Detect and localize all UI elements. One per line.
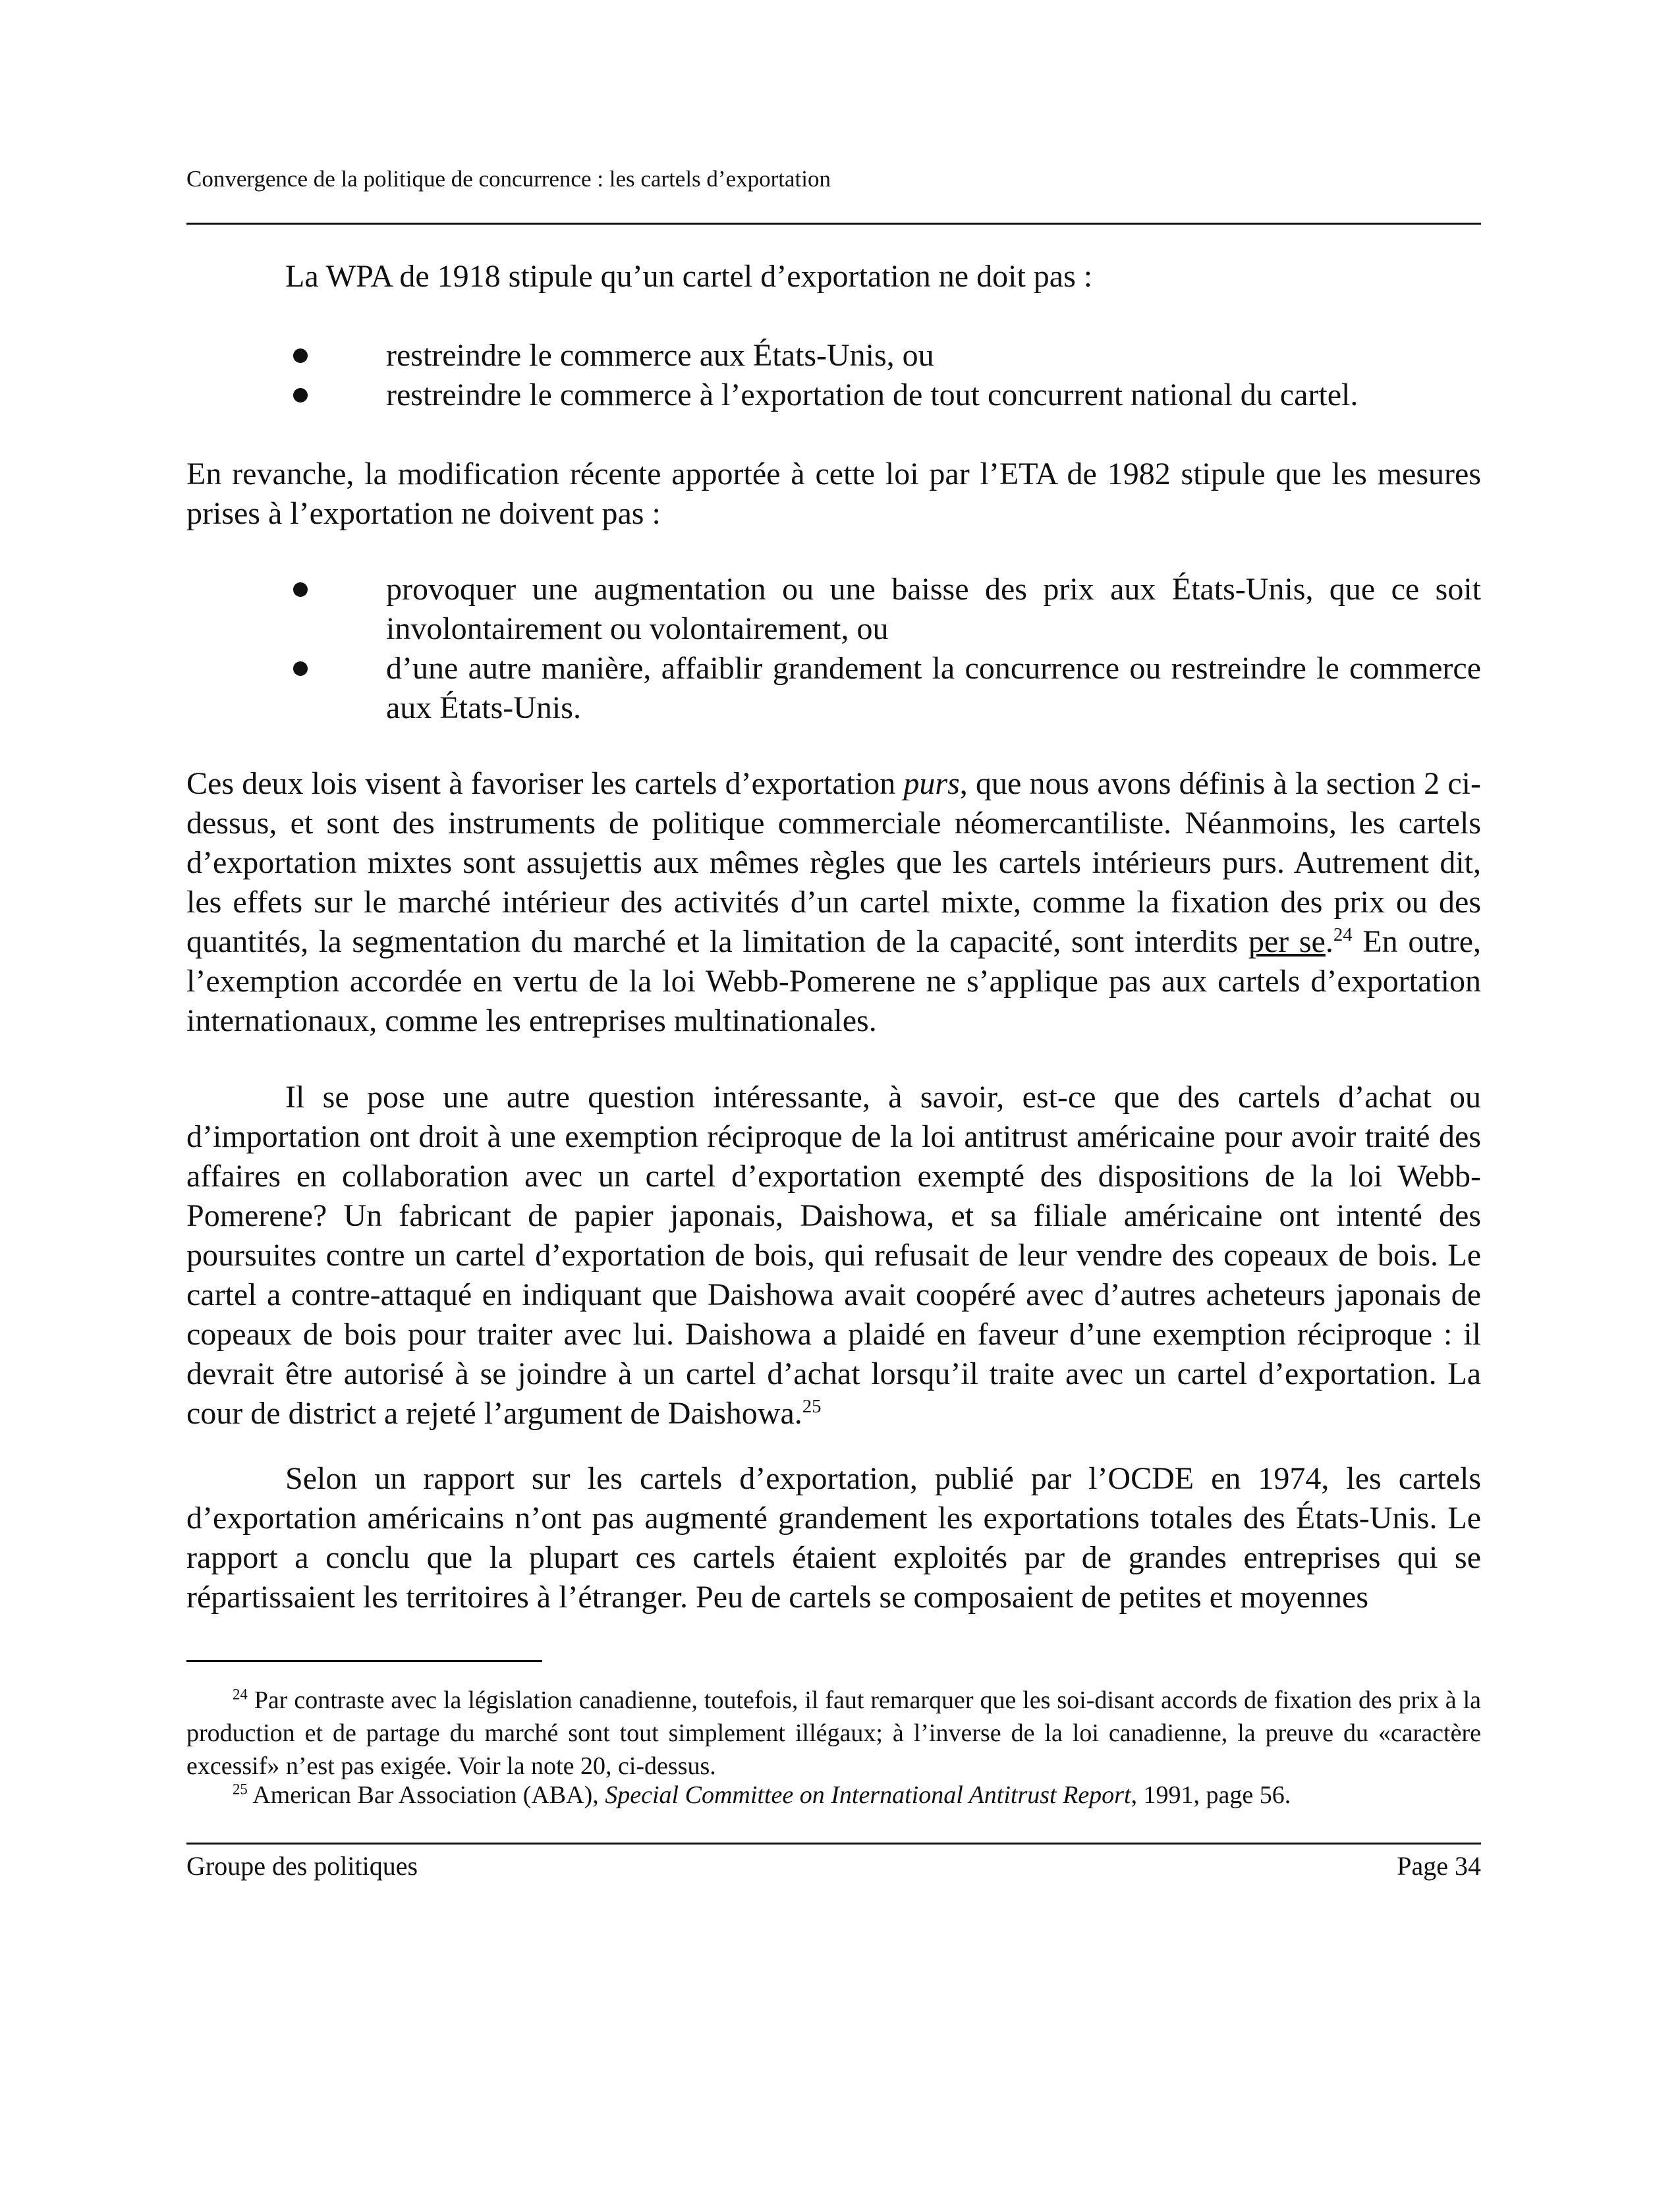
footnote-number: 25: [233, 1781, 248, 1798]
footnote-text: American Bar Association (ABA),: [247, 1781, 605, 1809]
footnote-text: Par contraste avec la législation canadienne, toutefois, il faut remarquer que les soi-disant accords de fixation des prix à la production et de partage du marché sont tout simplement illégaux; à l’inverse de la loi canadienne, la preuve du «caractère excessif» n’est pas exigée. Voir la note 20, ci-dessus.: [186, 1686, 1481, 1780]
paragraph-export-cartels: Ces deux lois visent à favoriser les cartels d’exportation purs, que nous avons définis à la section 2 ci-dessus, et sont des instruments de politique commerciale néomercantiliste. Néanmoins, les cartels d’exportation mixtes sont assujettis aux mêmes règles que les cartels intérieurs purs. Autrement dit, les effets sur le marché intérieur des activités d’un cartel mixte, comme la fixation des prix ou des quantités, la segmentation du marché et la limitation de la capacité, sont interdits per se.$^{24}$ En outre, l’exemption accordée en vertu de la loi Webb-Pomerene ne s’applique pas aux cartels d’exportation internationaux, comme les entreprises multinationales.: [186, 766, 1482, 1038]
list-item: [186, 570, 1481, 649]
list-item: [186, 375, 1481, 415]
text-segment: , que nous avons définis à la section 2 ci-dessus, et sont des instruments de politique commerciale néomercantiliste. Néanmoins, les cartels d’exportation mixtes sont assujettis aux mêmes règles que les cartels intérieurs purs. Autrement dit, les effets sur le marché intérieur des activités d’un cartel mixte, comme la fixation des prix ou des quantités, la segmentation du marché et la limitation de la capacité, sont interdits: [186, 766, 1481, 959]
bullet-icon: [293, 348, 308, 363]
footnote-report-title: Special Committee on International Antitrust Report: [605, 1781, 1131, 1809]
bullet-icon: [293, 582, 308, 597]
bullet-text: provoquer une augmentation ou une baisse des prix aux États-Unis, que ce soit involontairement ou volontairement, ou: [386, 572, 1481, 646]
emphasis-purs: purs: [903, 766, 960, 801]
list-item: [186, 336, 1481, 375]
footnote-number: 24: [233, 1686, 248, 1703]
header-rule: [186, 223, 1481, 225]
footnote-ref-24[interactable]: 24: [1333, 924, 1353, 945]
paragraph-ocde: [186, 1459, 1481, 1617]
footnote-ref-25[interactable]: 25: [802, 1396, 822, 1417]
text-segment: Selon un rapport sur les cartels d’exportation, publié par l’OCDE en 1974, les cartels d’exportation américains n’ont pas augmenté grandement les exportations totales des États-Unis. Le rapport a conclu que la plupart ces cartels étaient exploités par de grandes entreprises qui se répartissaient les territoires à l’étranger. Peu de cartels se composaient de petites et moyennes: [186, 1461, 1481, 1615]
footer-group-name: Groupe des politiques: [186, 1851, 418, 1881]
footer-rule: [186, 1843, 1481, 1845]
text-segment: Ces deux lois visent à favoriser les cartels d’exportation: [186, 766, 904, 801]
footnote-24: [186, 1684, 1481, 1783]
wpa-bullet-list: [186, 336, 1481, 415]
bullet-text: restreindre le commerce aux États-Unis, ou: [386, 338, 934, 373]
bullet-icon: [293, 388, 308, 403]
wpa-intro: La WPA de 1918 stipule qu’un cartel d’exportation ne doit pas :: [285, 259, 1093, 294]
list-item: [186, 649, 1481, 728]
eta-intro: En revanche, la modification récente apportée à cette loi par l’ETA de 1982 stipule que les mesures prises à l’exportation ne doivent pas :: [186, 457, 1481, 531]
footnote-25: [186, 1779, 1481, 1812]
paragraph-daishowa: [186, 1078, 1481, 1433]
page-number: Page 34: [1397, 1851, 1481, 1881]
per-se-term: per se: [1248, 924, 1326, 959]
footnote-text: , 1991, page 56.: [1131, 1781, 1291, 1809]
text-segment: En outre, l’exemption accordée en vertu de la loi Webb-Pomerene ne s’applique pas aux cartels d’exportation internationaux, comme les entreprises multinationales.: [186, 924, 1482, 1038]
bullet-text: d’une autre manière, affaiblir grandement la concurrence ou restreindre le commerce aux États-Unis.: [386, 651, 1481, 725]
text-segment: Il se pose une autre question intéressante, à savoir, est-ce que des cartels d’achat ou d’importation ont droit à une exemption réciproque de la loi antitrust américaine pour avoir traité des affaires en collaboration avec un cartel d’exportation exempté des dispositions de la loi Webb-Pomerene? Un fabricant de papier japonais, Daishowa, et sa filiale américaine ont intenté des poursuites contre un cartel d’exportation de bois, qui refusait de leur vendre des copeaux de bois. Le cartel a contre-attaqué en indiquant que Daishowa avait coopéré avec d’autres acheteurs japonais de copeaux de bois pour traiter avec lui. Daishowa a plaidé en faveur d’une exemption réciproque : il devrait être autorisé à se joindre à un cartel d’achat lorsqu’il traite avec un cartel d’exportation. La cour de district a rejeté l’argument de Daishowa.: [186, 1080, 1481, 1431]
footnote-separator: [186, 1660, 542, 1662]
running-header: Convergence de la politique de concurrence : les cartels d’exportation: [186, 166, 831, 192]
eta-bullet-list: [186, 570, 1481, 728]
bullet-icon: [293, 661, 308, 676]
bullet-text: restreindre le commerce à l’exportation de tout concurrent national du cartel.: [386, 377, 1358, 412]
